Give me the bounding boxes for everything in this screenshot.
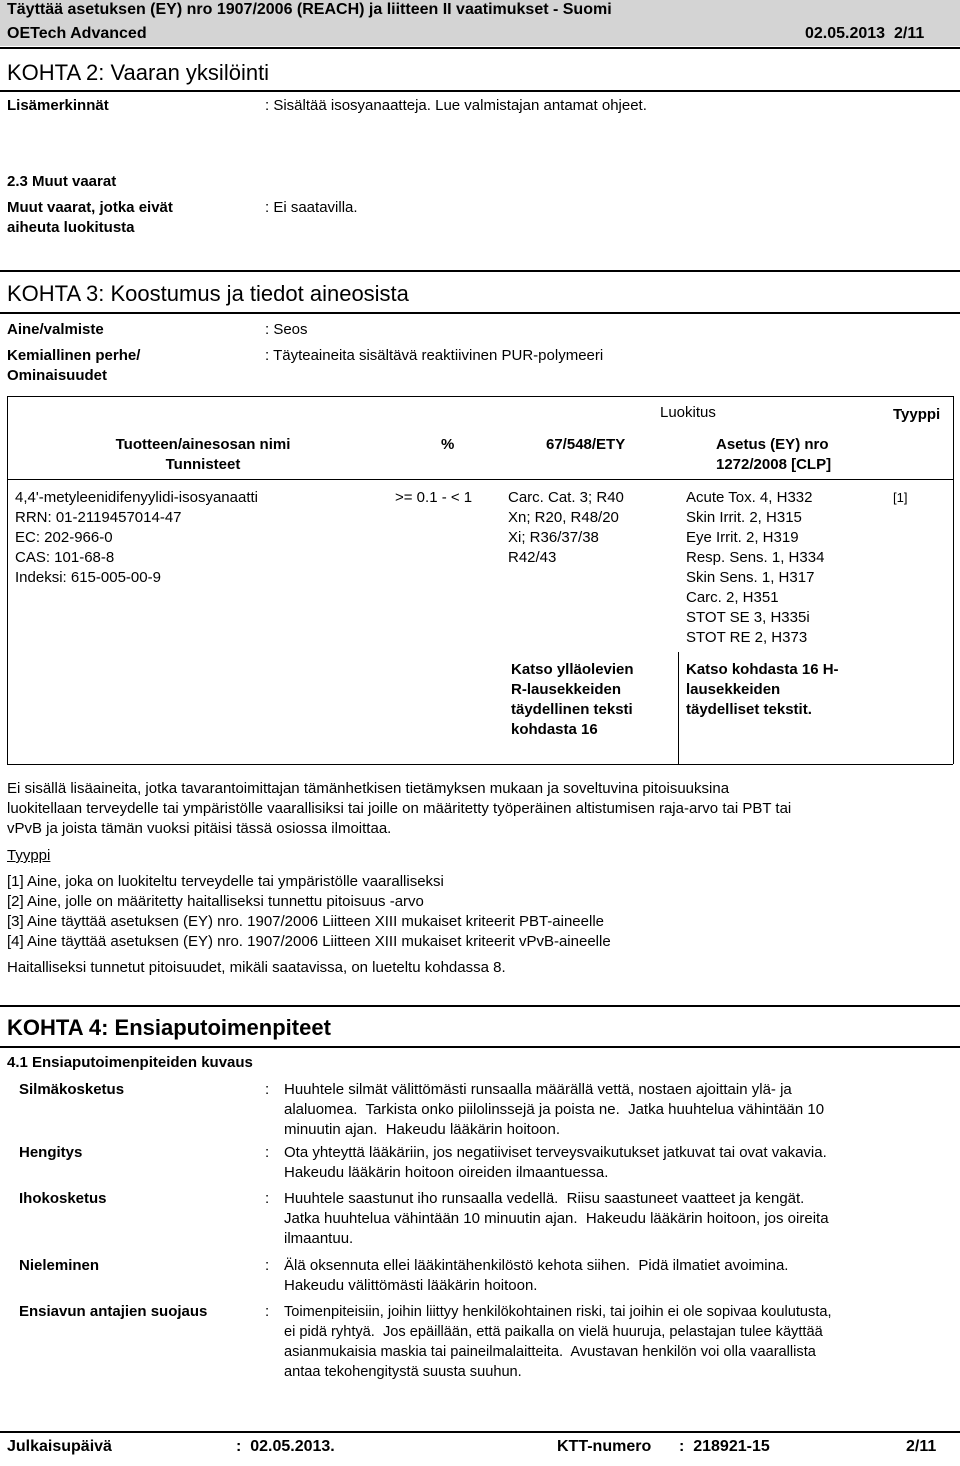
julkaisupaiva-value: : 02.05.2013. [236,1438,335,1455]
header-tyyppi: Tyyppi [893,406,941,423]
nieleminen-label: Nieleminen [19,1257,100,1274]
header-luokitus: Luokitus [660,404,716,421]
section2-title: KOHTA 2: Vaaran yksilöinti [7,60,270,85]
disclosure-paragraph: vPvB ja joista tämän vuoksi pitäisi tässä osiossa ilmoittaa. [7,820,392,837]
section-divider [0,270,960,272]
tyyppi-item: [4] Aine täyttää asetuksen (EY) nro. 1907/2006 Liitteen XIII mukaiset kriteerit vPvB-aineelle [7,933,611,950]
silmakosketus-text: minuutin ajan. Hakeudu lääkärin hoitoon. [284,1121,561,1138]
disclosure-paragraph: luokitellaan terveydelle tai ympäristölle vaarallisiksi tai joille on määritetty työperäinen altistumisen raja-arvo tai PBT tai [7,800,792,817]
header-clp-2: 1272/2008 [CLP] [716,456,832,473]
header-name: Tuotteen/ainesosan nimi [115,436,291,453]
hengitys-label: Hengitys [19,1144,83,1161]
section-divider [0,47,960,49]
clp-classification: Resp. Sens. 1, H334 [686,549,825,566]
ety-classification: Carc. Cat. 3; R40 [508,489,624,506]
substance-type: [1] [893,490,908,505]
tyyppi-item: [1] Aine, joka on luokiteltu terveydelle tai ympäristölle vaaralliseksi [7,873,444,890]
ktt-numero-label: KTT-numero [557,1438,652,1455]
clp-classification: STOT RE 2, H373 [686,629,808,646]
silmakosketus-text: Huuhtele silmät välittömästi runsaalla määrällä vettä, nostaen ajoittain ylä- ja [284,1081,792,1098]
muut-vaarat-value: : Ei saatavilla. [265,199,358,216]
header-date-page: 02.05.2013 2/11 [805,25,925,42]
section-divider [0,312,960,314]
header-clp: Asetus (EY) nro [716,436,829,453]
substance-percent: >= 0.1 - < 1 [395,489,473,506]
nieleminen-text: Hakeudu välittömästi lääkärin hoitoon. [284,1277,538,1294]
silmakosketus-text: alaluomea. Tarkista onko piilolinssejä ja poista ne. Jatka huuhtelua vähintään 10 [284,1101,825,1118]
suojaus-text: ei pidä ryhtyä. Jos epäillään, että paikalla on vielä huuruja, pelastajan tulee käyttää [284,1324,823,1340]
kemiallinen-value: : Täyteaineita sisältävä reaktiivinen PUR-polymeeri [265,347,604,364]
substance-name: 4,4'-metyleenidifenyylidi-isosyanaatti [15,489,258,506]
hengitys-text: Ota yhteyttä lääkäriin, jos negatiiviset terveysvaikutukset jatkuvat tai ovat vakavia. [284,1144,827,1161]
suojaus-text: antaa tekohengitystä suusta suuhun. [284,1364,522,1380]
suojaus-text: asianmukaisia maskia tai paineilmalaitteita. Avustavan henkilön voi olla vaarallista [284,1344,816,1360]
ihokosketus-text: ilmaantuu. [284,1230,354,1247]
footer-page-number: 2/11 [906,1438,937,1455]
clp-note: Katso kohdasta 16 H- [686,661,839,678]
hengitys-text: Hakeudu lääkärin hoitoon oireiden ilmaantuessa. [284,1164,609,1181]
clp-note: lausekkeiden [686,681,781,698]
section-divider [0,1005,960,1007]
muut-vaarat-label: Muut vaarat, jotka eivät [7,199,173,216]
regulation-title: Täyttää asetuksen (EY) nro 1907/2006 (REACH) ja liitteen II vaatimukset - Suomi [7,1,612,18]
tyyppi-item: [2] Aine, jolle on määritetty haitalliseksi tunnettu pitoisuus -arvo [7,893,424,910]
section-divider [0,90,960,92]
ensiavun-antajien-suojaus-label: Ensiavun antajien suojaus [19,1303,208,1320]
ety-classification: Xi; R36/37/38 [508,529,599,546]
clp-classification: Acute Tox. 4, H332 [686,489,813,506]
tyyppi-heading: Tyyppi [7,847,51,864]
clp-classification: Carc. 2, H351 [686,589,779,606]
ety-note: kohdasta 16 [511,721,598,738]
substance-rrn: RRN: 01-2119457014-47 [15,509,182,526]
nieleminen-text: Älä oksennuta ellei lääkintähenkilöstö kehota siihen. Pidä ilmatiet avoimina. [284,1257,789,1274]
header-ety: 67/548/ETY [546,436,626,453]
julkaisupaiva-label: Julkaisupäivä [7,1438,112,1455]
header-percent: % [441,436,455,453]
substance-index: Indeksi: 615-005-00-9 [15,569,161,586]
clp-classification: Eye Irrit. 2, H319 [686,529,799,546]
suojaus-text: Toimenpiteisiin, joihin liittyy henkilökohtainen riski, tai joihin ei ole sopivaa koulutusta, [284,1304,832,1320]
substance-ec: EC: 202-966-0 [15,529,113,546]
ety-note: Katso ylläolevien [511,661,634,678]
clp-classification: Skin Irrit. 2, H315 [686,509,802,526]
aine-label: Aine/valmiste [7,321,104,338]
ihokosketus-text: Huuhtele saastunut iho runsaalla vedellä. Riisu saastuneet vaatteet ja kengät. [284,1190,805,1207]
clp-classification: Skin Sens. 1, H317 [686,569,815,586]
ety-classification: Xn; R20, R48/20 [508,509,619,526]
tyyppi-item: [3] Aine täyttää asetuksen (EY) nro. 1907/2006 Liitteen XIII mukaiset kriteerit PBT-aineelle [7,913,604,930]
product-name: OETech Advanced [7,25,147,42]
section-divider [0,1046,960,1048]
aine-value: : Seos [265,321,308,338]
section4-title: KOHTA 4: Ensiaputoimenpiteet [7,1015,331,1040]
haitalliseksi-note: Haitalliseksi tunnetut pitoisuudet, mikäli saatavissa, on lueteltu kohdassa 8. [7,959,506,976]
ihokosketus-label: Ihokosketus [19,1190,107,1207]
kemiallinen-label: Kemiallinen perhe/ [7,347,141,364]
ety-note: R-lausekkeiden [511,681,622,698]
ety-classification: R42/43 [508,549,557,566]
lisamerkinnat-label: Lisämerkinnät [7,97,109,114]
clp-classification: STOT SE 3, H335i [686,609,810,626]
header-identifiers: Tunnisteet [165,456,241,473]
disclosure-paragraph: Ei sisällä lisäaineita, jotka tavarantoimittajan tämänhetkisen tietämyksen mukaan ja soveltuvina pitoisuuksina [7,780,730,797]
lisamerkinnat-value: : Sisältää isosyanaatteja. Lue valmistajan antamat ohjeet. [265,97,647,114]
ihokosketus-text: Jatka huuhtelua vähintään 10 minuutin ajan. Hakeudu lääkärin hoitoon, jos oireita [284,1210,829,1227]
muut-vaarat-label-2: aiheuta luokitusta [7,219,135,236]
subsection-title: 4.1 Ensiaputoimenpiteiden kuvaus [7,1054,253,1071]
substance-cas: CAS: 101-68-8 [15,549,115,566]
silmakosketus-label: Silmäkosketus [19,1081,125,1098]
footer-divider [0,1431,960,1433]
clp-note: täydelliset tekstit. [686,701,812,718]
section3-title: KOHTA 3: Koostumus ja tiedot aineosista [7,281,409,306]
ktt-numero-value: : 218921-15 [679,1438,770,1455]
subsection-title: 2.3 Muut vaarat [7,173,117,190]
ety-note: täydellinen teksti [511,701,633,718]
ominaisuudet-label: Ominaisuudet [7,367,108,384]
